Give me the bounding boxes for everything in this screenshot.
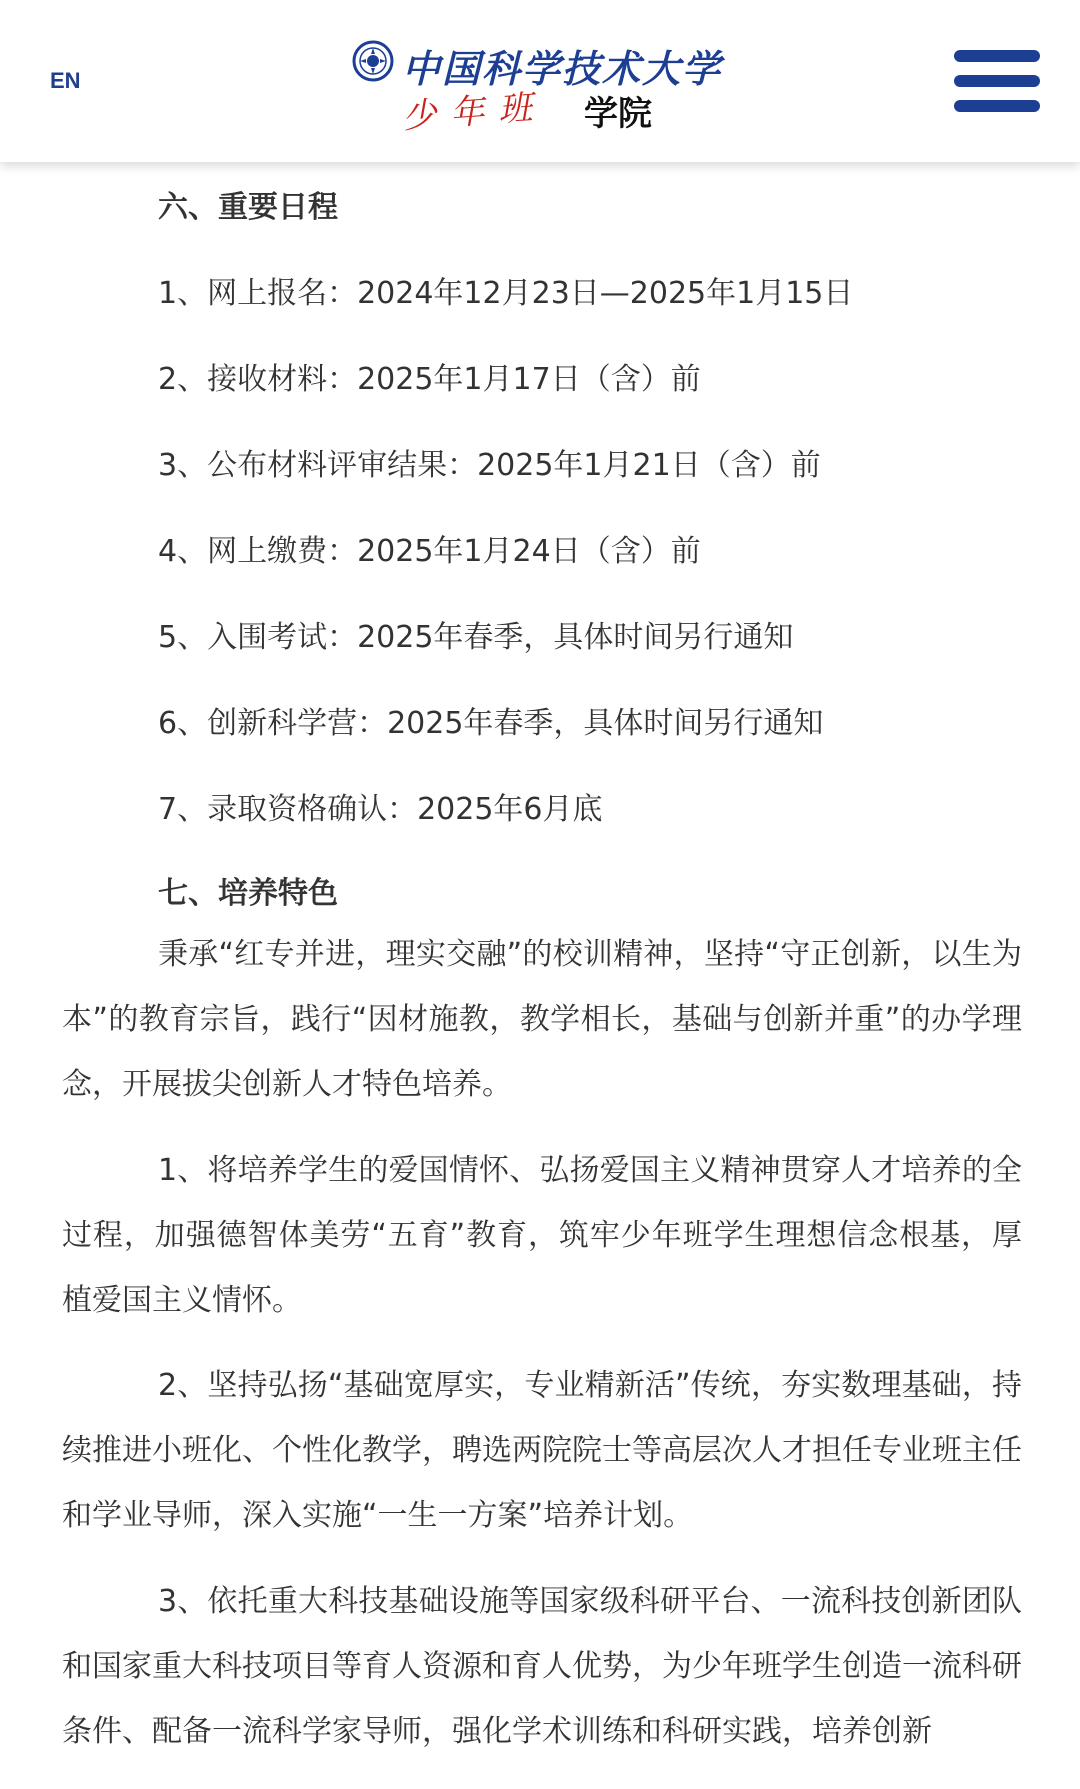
language-toggle-en[interactable]: EN — [50, 68, 81, 93]
schedule-item: 1、网上报名：2024年12月23日—2025年1月15日 — [158, 276, 854, 311]
schedule-item: 2、接收材料：2025年1月17日（含）前 — [158, 362, 701, 397]
logo-university-name: 中国科学技术大学 — [402, 46, 723, 91]
menu-bar — [954, 100, 1040, 112]
schedule-item: 3、公布材料评审结果：2025年1月21日（含）前 — [158, 448, 821, 483]
schedule-item: 7、录取资格确认：2025年6月底 — [158, 792, 603, 827]
article-content — [0, 162, 1080, 1789]
menu-bar — [954, 50, 1040, 62]
hamburger-menu-icon[interactable] — [954, 50, 1040, 112]
logo-script-text: 少年班 — [401, 87, 548, 137]
schedule-item: 6、创新科学营：2025年春季，具体时间另行通知 — [158, 706, 824, 741]
feature-paragraph: 3、依托重大科技基础设施等国家级科研平台、一流科技创新团队和国家重大科技项目等育人资源和育人优势，为少年班学生创造一流科研条件、配备一流科学家导师，强化学术训练和科研实践，培养创新 — [62, 1584, 1022, 1749]
logo-college-text: 学院 — [584, 94, 652, 134]
schedule-item: 4、网上缴费：2025年1月24日（含）前 — [158, 534, 701, 569]
feature-paragraph: 秉承“红专并进，理实交融”的校训精神，坚持“守正创新，以生为本”的教育宗旨，践行“因材施教，教学相长，基础与创新并重”的办学理念，开展拔尖创新人才特色培养。 — [62, 937, 1022, 1102]
menu-bar — [954, 75, 1040, 87]
schedule-item: 5、入围考试：2025年春季，具体时间另行通知 — [158, 620, 794, 655]
university-seal-icon — [352, 40, 394, 82]
section-title-features: 七、培养特色 — [158, 876, 338, 911]
section-title-schedule: 六、重要日程 — [158, 190, 338, 225]
feature-paragraph: 2、坚持弘扬“基础宽厚实，专业精新活”传统，夯实数理基础，持续推进小班化、个性化教学，聘选两院院士等高层次人才担任专业班主任和学业导师，深入实施“一生一方案”培养计划。 — [62, 1368, 1022, 1533]
top-header — [0, 0, 1080, 162]
feature-paragraph: 1、将培养学生的爱国情怀、弘扬爱国主义精神贯穿人才培养的全过程，加强德智体美劳“五育”教育，筑牢少年班学生理想信念根基，厚植爱国主义情怀。 — [62, 1153, 1022, 1318]
university-logo[interactable] — [352, 34, 742, 137]
